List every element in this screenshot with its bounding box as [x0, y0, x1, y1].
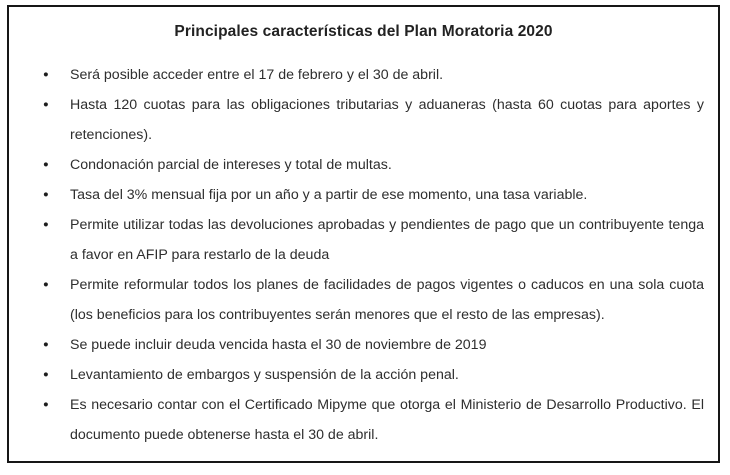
list-item-text: Permite utilizar todas las devoluciones aprobadas y pendientes de pago que un contribuyente tenga a favor en AFIP para restarlo de la deuda — [70, 217, 704, 263]
list-item-text: Levantamiento de embargos y suspensión de la acción penal. — [70, 367, 459, 383]
list-item-text: Hasta 120 cuotas para las obligaciones tributarias y aduaneras (hasta 60 cuotas para aportes y retenciones). — [70, 97, 704, 143]
features-list — [9, 60, 718, 450]
bullet-icon: ● — [43, 399, 49, 410]
list-item — [43, 60, 704, 90]
list-item — [43, 390, 704, 450]
bullet-icon: ● — [43, 279, 49, 290]
list-item — [43, 150, 704, 180]
document-title: Principales características del Plan Moratoria 2020 — [174, 23, 553, 40]
list-item-text: Se puede incluir deuda vencida hasta el 30 de noviembre de 2019 — [70, 337, 487, 353]
bullet-icon: ● — [43, 189, 49, 200]
bullet-icon: ● — [43, 369, 49, 380]
list-item — [43, 330, 704, 360]
list-item — [43, 270, 704, 330]
bullet-icon: ● — [43, 219, 49, 230]
bullet-icon: ● — [43, 159, 49, 170]
list-item-text: Tasa del 3% mensual fija por un año y a partir de ese momento, una tasa variable. — [70, 187, 588, 203]
list-item — [43, 90, 704, 150]
list-item-text: Será posible acceder entre el 17 de febrero y el 30 de abril. — [70, 67, 444, 83]
list-item-text: Es necesario contar con el Certificado Mipyme que otorga el Ministerio de Desarrollo Productivo. El documento puede obtenerse hasta el 30 de abril. — [70, 397, 704, 443]
bullet-icon: ● — [43, 69, 49, 80]
list-item — [43, 210, 704, 270]
bullet-icon: ● — [43, 99, 49, 110]
list-item-text: Permite reformular todos los planes de facilidades de pagos vigentes o caducos en una sola cuota (los beneficios para los contribuyentes serán menores que el resto de las empresas). — [70, 277, 704, 323]
list-item — [43, 180, 704, 210]
list-item — [43, 360, 704, 390]
bullet-icon: ● — [43, 339, 49, 350]
list-item-text: Condonación parcial de intereses y total de multas. — [70, 157, 392, 173]
document-frame — [7, 5, 720, 463]
